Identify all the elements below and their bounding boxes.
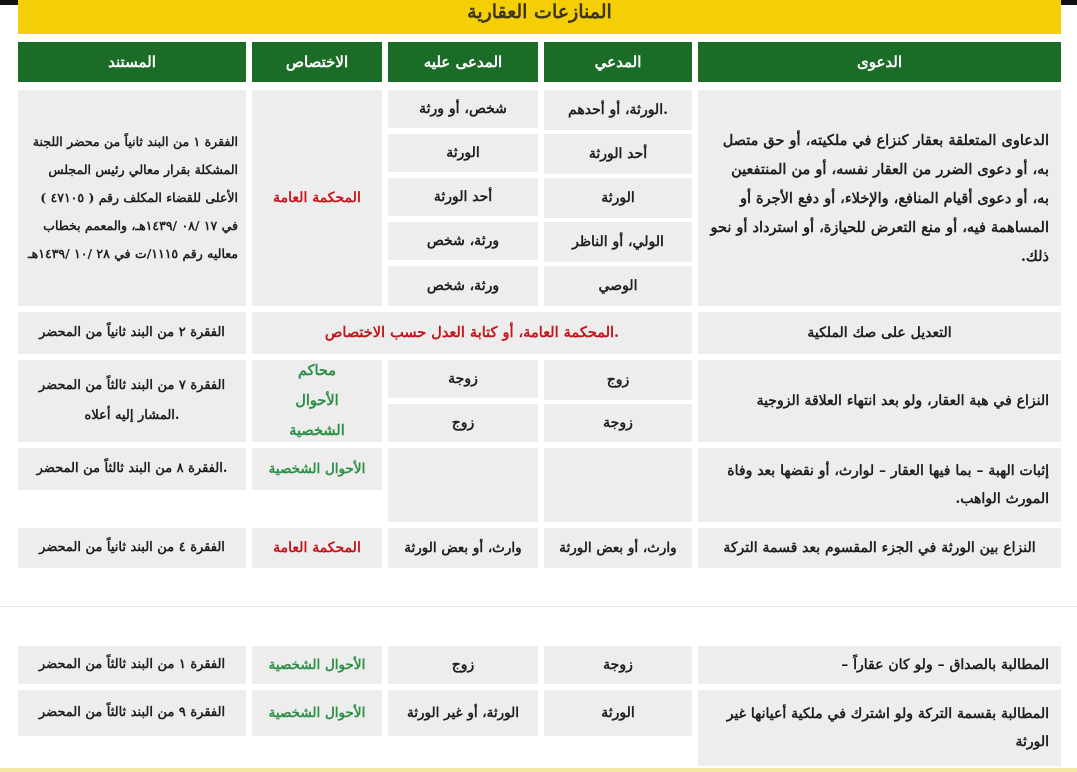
plaintiff-cell: زوجة [544,646,692,684]
plaintiff-cell: الورثة، أو أحدهم. [544,90,692,130]
page-title: المنازعات العقارية [467,1,612,23]
defendant-cell: زوجة [388,360,538,398]
plaintiff-cell: وارث، أو بعض الورثة [544,528,692,568]
header-reference: المستند [18,42,246,82]
jurisdiction-cell-personal-status: الأحوال الشخصية [252,690,382,736]
claim-cell-real-estate-disputes: الدعاوى المتعلقة بعقار كنزاع في ملكيته، أو حق متصل به، أو دعوى الضرر من العقار نفسه، أو من المنتفعين به، أو دعوى أقيام المنافع، والإخلاء، أو دفع الأجرة أو المساهمة فيه، أو منع التعرض للحيازة، أو استرداد أو نحو ذلك. [698,90,1061,306]
jurisdiction-cell-general-court-or-notary: المحكمة العامة، أو كتابة العدل حسب الاختصاص. [252,312,692,354]
header-plaintiff: المدعي [544,42,692,82]
jurisdiction-cell-general-court: المحكمة العامة [252,90,382,306]
defendant-cell: أحد الورثة [388,178,538,216]
reference-cell: الفقرة ١ من البند ثانياً من محضر اللجنة المشكلة بقرار معالي رئيس المجلس الأعلى للقضاء المكلف رقم ( ٤٧١٠٥ ) في ١٧ /٠٨ /١٤٣٩هـ، والمعمم بخطاب معاليه رقم ١١١٥/ت في ٢٨ /١٠ /١٤٣٩هـ [18,90,246,306]
plaintiff-cell-empty [544,448,692,522]
claim-cell-gift-proof: إثبات الهبة – بما فيها العقار – لوارث، أو نقضها بعد وفاة المورث الواهب. [698,448,1061,522]
claim-cell-gift-dispute: النزاع في هبة العقار، ولو بعد انتهاء العلاقة الزوجية [698,360,1061,442]
jurisdiction-cell-general-court: المحكمة العامة [252,528,382,568]
plaintiff-cell: الورثة [544,178,692,218]
page-separator [0,606,1077,607]
claim-cell-deed-amendment: التعديل على صك الملكية [698,312,1061,354]
header-claim: الدعوى [698,42,1061,82]
title-band [18,0,1061,34]
defendant-cell: زوج [388,404,538,442]
jurisdiction-cell-personal-status: الأحوال الشخصية [252,646,382,684]
jurisdiction-cell-personal-status: الأحوال الشخصية [252,448,382,490]
defendant-cell: ورثة، شخص [388,266,538,306]
plaintiff-cell: زوج [544,360,692,400]
reference-cell: الفقرة ٩ من البند ثالثاً من المحضر [18,690,246,736]
jurisdiction-cell-personal-status-courts: محاكم الأحوال الشخصية [252,360,382,442]
reference-cell: الفقرة ٢ من البند ثانياً من المحضر [18,312,246,354]
defendant-cell: الورثة [388,134,538,172]
bottom-edge-strip [0,768,1077,772]
claim-cell-dowry-claim: المطالبة بالصداق – ولو كان عقاراً – [698,646,1061,684]
defendant-cell: ورثة، شخص [388,222,538,260]
plaintiff-cell: الوصي [544,266,692,306]
defendant-cell-empty [388,448,538,522]
reference-cell: الفقرة ٧ من البند ثالثاً من المحضر المشار إليه أعلاه. [18,360,246,442]
header-jurisdiction: الاختصاص [252,42,382,82]
reference-cell: الفقرة ٤ من البند ثانياً من المحضر [18,528,246,568]
reference-cell: الفقرة ١ من البند ثالثاً من المحضر [18,646,246,684]
claim-cell-heirs-partition-dispute: النزاع بين الورثة في الجزء المقسوم بعد قسمة التركة [698,528,1061,568]
plaintiff-cell: الولي، أو الناظر [544,222,692,262]
plaintiff-cell: الورثة [544,690,692,736]
defendant-cell: الورثة، أو غير الورثة [388,690,538,736]
reference-cell: الفقرة ٨ من البند ثالثاً من المحضر. [18,448,246,490]
header-defendant: المدعى عليه [388,42,538,82]
defendant-cell: وارث، أو بعض الورثة [388,528,538,568]
plaintiff-cell: أحد الورثة [544,134,692,174]
defendant-cell: زوج [388,646,538,684]
defendant-cell: شخص، أو ورثة [388,90,538,128]
claim-cell-estate-partition: المطالبة بقسمة التركة ولو اشترك في ملكية أعيانها غير الورثة [698,690,1061,766]
plaintiff-cell: زوجة [544,404,692,442]
